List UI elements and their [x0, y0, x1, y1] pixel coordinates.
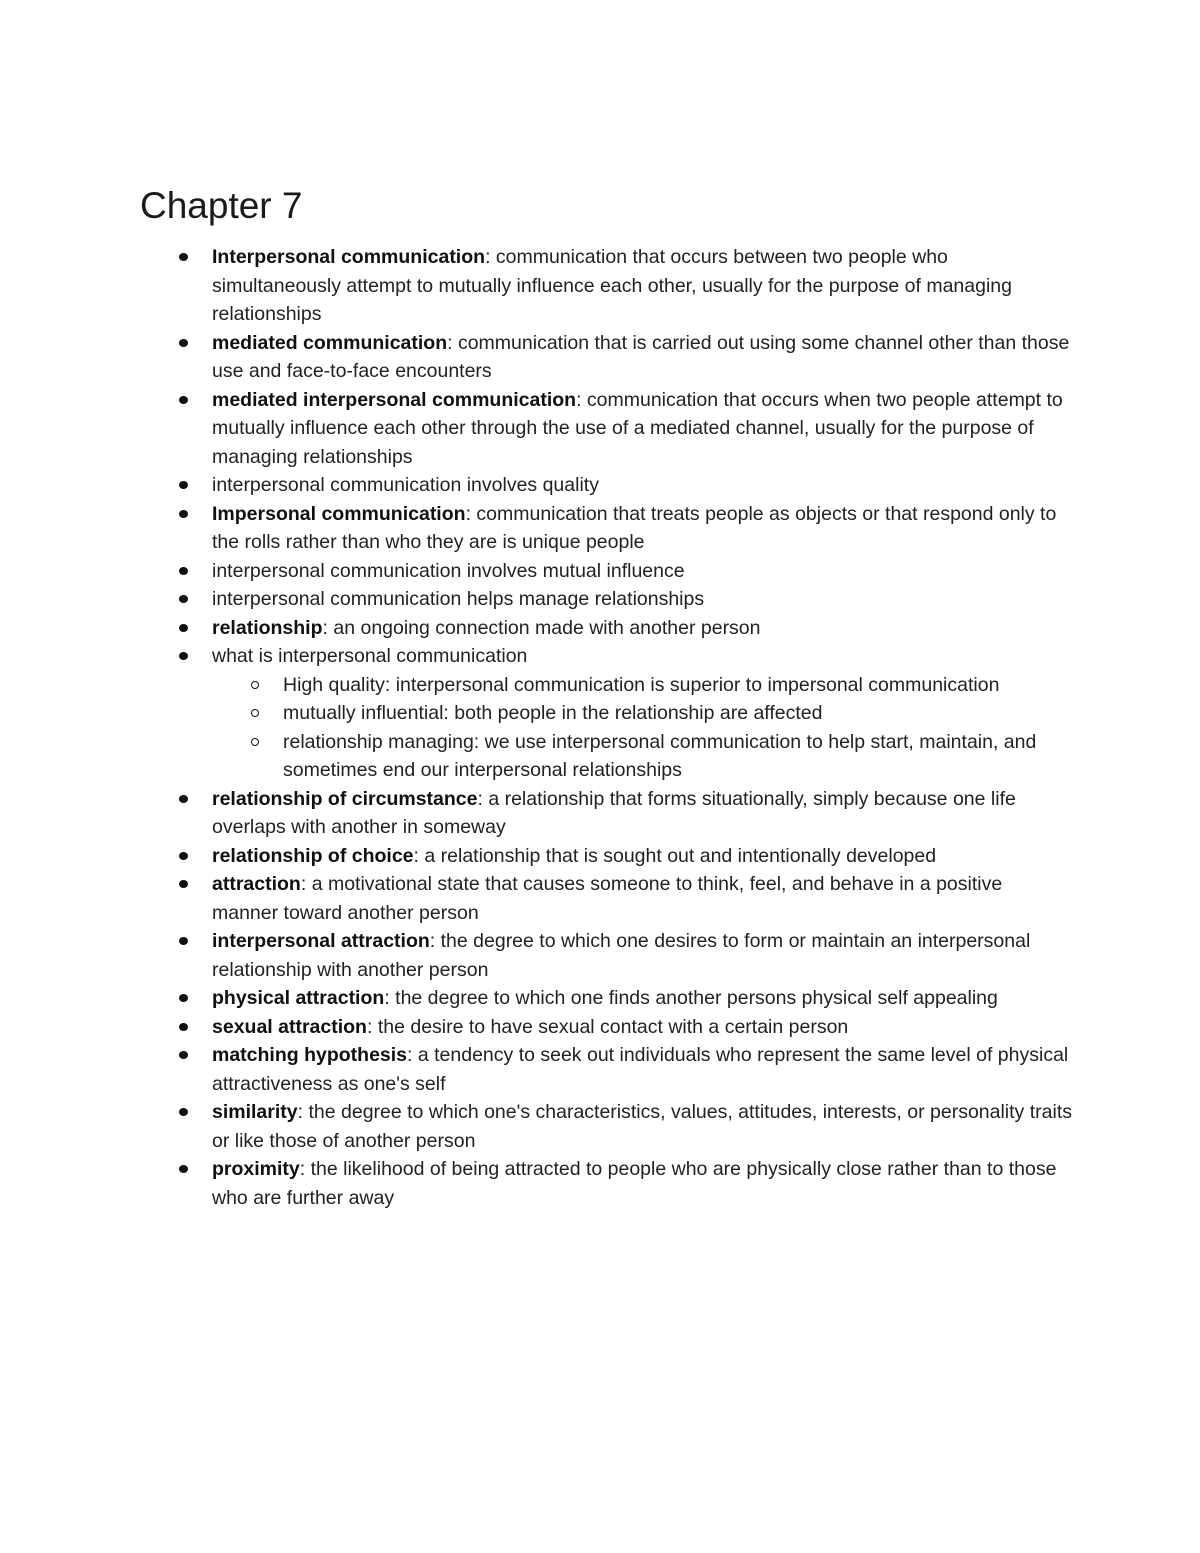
bullet-dot-icon: [179, 937, 188, 945]
chapter-title: Chapter 7: [140, 185, 303, 226]
bullet-dot-icon: [179, 652, 188, 660]
bullet-dot-icon: [179, 1023, 188, 1031]
list-item: [212, 329, 1072, 386]
sub-item-text: High quality: interpersonal communication is superior to impersonal communication: [283, 673, 1000, 696]
term: relationship of circumstance: [212, 787, 478, 810]
list-item: [212, 585, 1072, 614]
term: Impersonal communication: [212, 502, 466, 525]
bullet-dot-icon: [179, 1165, 188, 1173]
definition: : an ongoing connection made with another person: [322, 616, 761, 639]
sub-list-item: [283, 671, 1072, 700]
note-text: what is interpersonal communication: [212, 645, 528, 667]
list-item: [212, 1098, 1072, 1155]
bullet-dot-icon: [179, 253, 188, 261]
definition: : a tendency to seek out individuals who represent the same level of physical attractiveness as one's self: [212, 1044, 1069, 1095]
sub-list: [212, 671, 1072, 785]
definition: : a relationship that forms situationally, simply because one life overlaps with another in someway: [212, 787, 1016, 838]
bullet-circle-icon: [251, 709, 259, 717]
sub-list-item: [283, 728, 1072, 785]
bullet-dot-icon: [179, 339, 188, 347]
term: mediated interpersonal communication: [212, 388, 577, 411]
sub-item-text: mutually influential: both people in the relationship are affected: [283, 702, 823, 724]
term: relationship: [212, 616, 323, 639]
term: Interpersonal communication: [212, 246, 486, 268]
bullet-dot-icon: [179, 795, 188, 803]
bullet-dot-icon: [179, 595, 188, 603]
term: proximity: [212, 1158, 300, 1180]
list-item: [212, 984, 1072, 1013]
term: interpersonal attraction: [212, 930, 430, 952]
list-item: [212, 614, 1072, 643]
list-item: [212, 500, 1072, 557]
bullet-dot-icon: [179, 880, 188, 888]
list-item: [212, 1155, 1072, 1212]
definition: : communication that occurs when two people attempt to mutually influence each other through the use of a mediated channel, usually for the purpose of managing relationships: [212, 388, 1063, 468]
bullet-dot-icon: [179, 510, 188, 518]
list-item: [212, 386, 1072, 472]
bullet-dot-icon: [179, 624, 188, 632]
sub-list-item: [283, 699, 1072, 728]
list-item: [212, 785, 1072, 842]
bullet-dot-icon: [179, 852, 188, 860]
list-item: [212, 927, 1072, 984]
note-text: interpersonal communication helps manage relationships: [212, 588, 705, 610]
bullet-dot-icon: [179, 567, 188, 575]
bullet-circle-icon: [251, 738, 259, 746]
term: similarity: [212, 1101, 298, 1123]
list-item: [212, 243, 1072, 329]
term: matching hypothesis: [212, 1044, 408, 1066]
definition: : the degree to which one desires to form or maintain an interpersonal relationship with another person: [212, 930, 1031, 981]
definition: : a relationship that is sought out and intentionally developed: [413, 844, 937, 867]
note-text: interpersonal communication involves mutual influence: [212, 559, 685, 582]
term: physical attraction: [212, 987, 385, 1009]
bullet-circle-icon: [251, 681, 259, 689]
list-item: [212, 1041, 1072, 1098]
bullet-dot-icon: [179, 396, 188, 404]
bullet-dot-icon: [179, 481, 188, 489]
list-item: [212, 870, 1072, 927]
bullet-dot-icon: [179, 1051, 188, 1059]
notes-list: [212, 243, 1072, 1212]
term: mediated communication: [212, 331, 448, 354]
definition: : the degree to which one finds another persons physical self appealing: [384, 987, 998, 1009]
term: attraction: [212, 873, 301, 895]
definition: : communication that is carried out using some channel other than those use and face-to-face encounters: [212, 331, 1070, 382]
sub-item-text: relationship managing: we use interpersonal communication to help start, maintain, and sometimes end our interpersonal relationships: [283, 730, 1037, 781]
list-item: [212, 642, 1072, 785]
bullet-dot-icon: [179, 1108, 188, 1116]
bullet-dot-icon: [179, 994, 188, 1002]
definition: : communication that occurs between two people who simultaneously attempt to mutually influence each other, usually for the purpose of managing relationships: [212, 246, 1012, 325]
definition: : the desire to have sexual contact with a certain person: [366, 1015, 849, 1038]
definition: : the degree to which one's characteristics, values, attitudes, interests, or personality traits or like those of another person: [212, 1101, 1072, 1152]
term: sexual attraction: [212, 1015, 367, 1038]
definition: : communication that treats people as objects or that respond only to the rolls rather than who they are is unique people: [212, 502, 1057, 553]
list-item: [212, 471, 1072, 500]
note-text: interpersonal communication involves quality: [212, 474, 599, 496]
list-item: [212, 1013, 1072, 1042]
list-item: [212, 557, 1072, 586]
definition: : the likelihood of being attracted to people who are physically close rather than to those who are further away: [212, 1158, 1057, 1209]
list-item: [212, 842, 1072, 871]
term: relationship of choice: [212, 844, 414, 867]
definition: : a motivational state that causes someone to think, feel, and behave in a positive manner toward another person: [212, 873, 1003, 924]
